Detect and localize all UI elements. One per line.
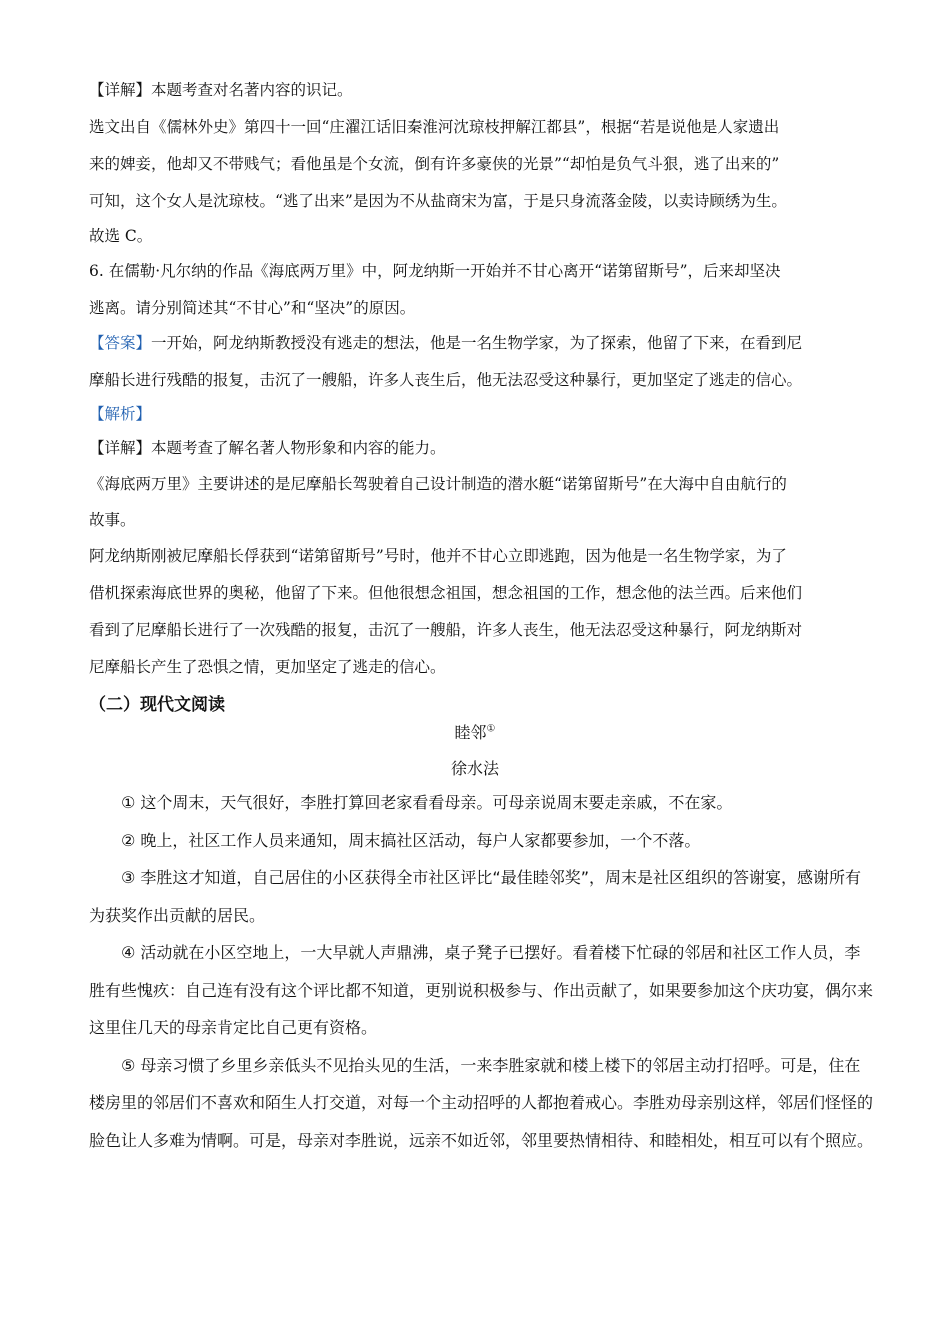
analysis-line-6: 看到了尼摩船长进行了一次残酷的报复，击沉了一艘船，许多人丧生，他无法忍受这种暴行，阿龙纳斯对 [89,621,803,639]
analysis-line-1: 【详解】本题考查了解名著人物形象和内容的能力。 [89,439,446,457]
detail-line-2: 选文出自《儒林外史》第四十一回“庄濯江话旧秦淮河沈琼枝押解江都县”，根据“若是说他是人家遗出 [89,118,780,136]
answer-text-1: 一开始，阿龙纳斯教授没有逃走的想法，他是一名生物学家，为了探索，他留了下来，在看到尼 [151,334,803,352]
answer-label: 【答案】 [89,334,152,352]
answer-line-2: 摩船长进行残酷的报复，击沉了一艘船，许多人丧生后，他无法忍受这种暴行，更加坚定了逃走的信心。 [89,371,803,389]
detail-line-4: 可知，这个女人是沈琼枝。“逃了出来”是因为不从盐商宋为富，于是只身流落金陵，以卖诗顾绣为生。 [89,192,787,210]
answer-choice-line: 故选 C。 [89,227,153,245]
question-6-line-2: 逃离。请分别简述其“不甘心”和“坚决”的原因。 [89,299,416,317]
title-footnote-mark: ① [486,723,496,735]
analysis-line-3: 故事。 [89,511,136,529]
paragraph-5: ⑤ 母亲习惯了乡里乡亲低头不见抬头见的生活，一来李胜家就和楼上楼下的邻居主动打招呼。可是，住在楼房里的邻居们不喜欢和陌生人打交道，对每一个主动招呼的人都抱着戒心。李胜劝母亲别这样，邻居们怪怪的脸色让人多难为情啊。可是，母亲对李胜说，远亲不如近邻，邻里要热情相待、和睦相处，相互可以有个照应。 [89,1055,874,1150]
answer-line-1 [89,333,869,353]
analysis-line-5: 借机探索海底世界的奥秘，他留了下来。但他很想念祖国，想念祖国的工作，想念他的法兰西。后来他们 [89,584,803,602]
analysis-line-2: 《海底两万里》主要讲述的是尼摩船长驾驶着自己设计制造的潜水艇“诺第留斯号”在大海中自由航行的 [89,475,787,493]
article-title-text: 睦邻 [454,723,487,742]
analysis-label: 【解析】 [89,405,152,423]
article-author: 徐水法 [450,759,499,778]
question-6-line-1: 6. 在儒勒·凡尔纳的作品《海底两万里》中，阿龙纳斯一开始并不甘心离开“诺第留斯号”，后来却坚决 [89,262,781,280]
paragraph-4: ④ 活动就在小区空地上，一大早就人声鼎沸，桌子凳子已摆好。看着楼下忙碌的邻居和社区工作人员，李胜有些愧疚：自己连有没有这个评比都不知道，更别说积极参与、作出贡献了，如果要参加这个庆功宴，偶尔来这里住几天的母亲肯定比自己更有资格。 [89,943,874,1037]
article-body [89,784,874,1159]
detail-line-1: 【详解】本题考查对名著内容的识记。 [89,81,353,99]
paragraph-2: ② 晚上，社区工作人员来通知，周末搞社区活动，每户人家都要参加，一个不落。 [121,830,701,850]
analysis-line-4: 阿龙纳斯刚被尼摩船长俘获到“诺第留斯号”号时，他并不甘心立即逃跑，因为他是一名生物学家，为了 [89,547,787,565]
paragraph-1: ① 这个周末，天气很好，李胜打算回老家看看母亲。可母亲说周末要走亲戚，不在家。 [121,793,733,812]
analysis-line-7: 尼摩船长产生了恐惧之情，更加坚定了逃走的信心。 [89,658,446,676]
detail-line-3: 来的婢妾，他却又不带贱气；看他虽是个女流，倒有许多豪侠的光景”“却怕是负气斗狠，逃了出来的” [89,155,780,173]
paragraph-3: ③ 李胜这才知道，自己居住的小区获得全市社区评比“最佳睦邻奖”，周末是社区组织的答谢宴，感谢所有为获奖作出贡献的居民。 [89,868,862,925]
article-title [0,720,950,743]
section-heading: （二）现代文阅读 [89,695,225,715]
